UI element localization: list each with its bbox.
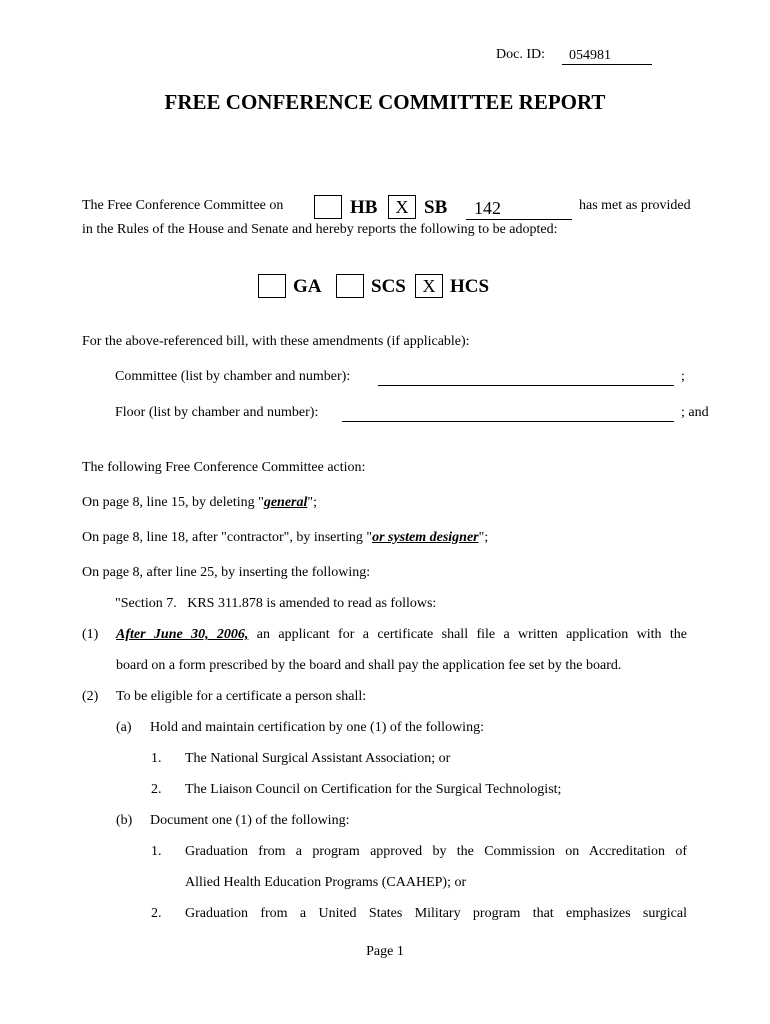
paragraph-b-text: Document one (1) of the following: [150,813,350,828]
action-line-2-pre: On page 8, line 18, after "contractor", by inserting " [82,530,373,545]
sb-label: SB [424,197,448,218]
action-line-1 [82,495,317,511]
item-b1-line-2: Allied Health Education Programs (CAAHEP); or [185,875,467,890]
subsection-1-insert: After June 30, 2006, [116,627,249,642]
paragraph-b-number: (b) [116,813,133,828]
subsection-2-text: To be eligible for a certificate a person shall: [116,689,367,704]
ga-label: GA [293,276,322,297]
page-number: Page 1 [366,944,404,959]
item-a1-number: 1. [151,751,162,766]
action-line-2-insert: or system designer [372,530,479,545]
item-b2-number: 2. [151,906,162,921]
page-title: FREE CONFERENCE COMMITTEE REPORT [164,90,606,114]
section-heading: "Section 7. KRS 311.878 is amended to read as follows: [115,596,437,611]
item-a1-text: The National Surgical Assistant Association; or [185,751,451,766]
subsection-1-rest: an applicant for a certificate shall file a written application with the [248,627,687,642]
bill-number-field[interactable]: 142 [466,198,572,220]
item-b1-line-1: Graduation from a program approved by the Commission on Accreditation of [185,844,687,859]
amendments-intro: For the above-referenced bill, with these amendments (if applicable): [82,334,470,349]
action-line-3: On page 8, after line 25, by inserting the following: [82,565,371,580]
sb-checkbox[interactable]: X [388,195,416,219]
subsection-1-line-1 [116,627,687,643]
hb-label: HB [350,197,378,218]
action-line-1-post: "; [307,495,318,510]
action-line-2-post: "; [478,530,489,545]
item-a2-text: The Liaison Council on Certification for the Surgical Technologist; [185,782,562,797]
doc-id-field[interactable]: 054981 [562,47,652,65]
floor-amendments-label: Floor (list by chamber and number): [115,405,319,420]
hb-checkbox[interactable] [314,195,342,219]
hcs-label: HCS [450,276,490,297]
subsection-1-number: (1) [82,627,99,642]
action-line-1-pre: On page 8, line 15, by deleting " [82,495,264,510]
paragraph-a-text: Hold and maintain certification by one (1) of the following: [150,720,484,735]
action-line-1-insert: general [263,495,308,510]
scs-label: SCS [371,276,406,297]
has-met-text: has met as provided [579,198,691,213]
item-b1-number: 1. [151,844,162,859]
item-b2-line-1: Graduation from a United States Military program that emphasizes surgical [185,906,687,921]
committee-amendments-label: Committee (list by chamber and number): [115,369,351,384]
action-line-2 [82,530,488,546]
committee-amendments-suffix: ; [681,369,685,384]
floor-amendments-suffix: ; and [681,405,709,420]
rules-text: in the Rules of the House and Senate and hereby reports the following to be adopted: [82,222,558,237]
action-intro: The following Free Conference Committee action: [82,460,366,475]
item-a2-number: 2. [151,782,162,797]
subsection-2-number: (2) [82,689,99,704]
committee-amendments-field[interactable] [378,369,674,386]
doc-id-label: Doc. ID: [496,47,545,62]
hcs-checkbox[interactable]: X [415,274,443,298]
committee-intro-text: The Free Conference Committee on [82,198,284,213]
subsection-1-line-2: board on a form prescribed by the board and shall pay the application fee set by the board. [116,658,622,673]
floor-amendments-field[interactable] [342,405,674,422]
paragraph-a-number: (a) [116,720,132,735]
scs-checkbox[interactable] [336,274,364,298]
ga-checkbox[interactable] [258,274,286,298]
